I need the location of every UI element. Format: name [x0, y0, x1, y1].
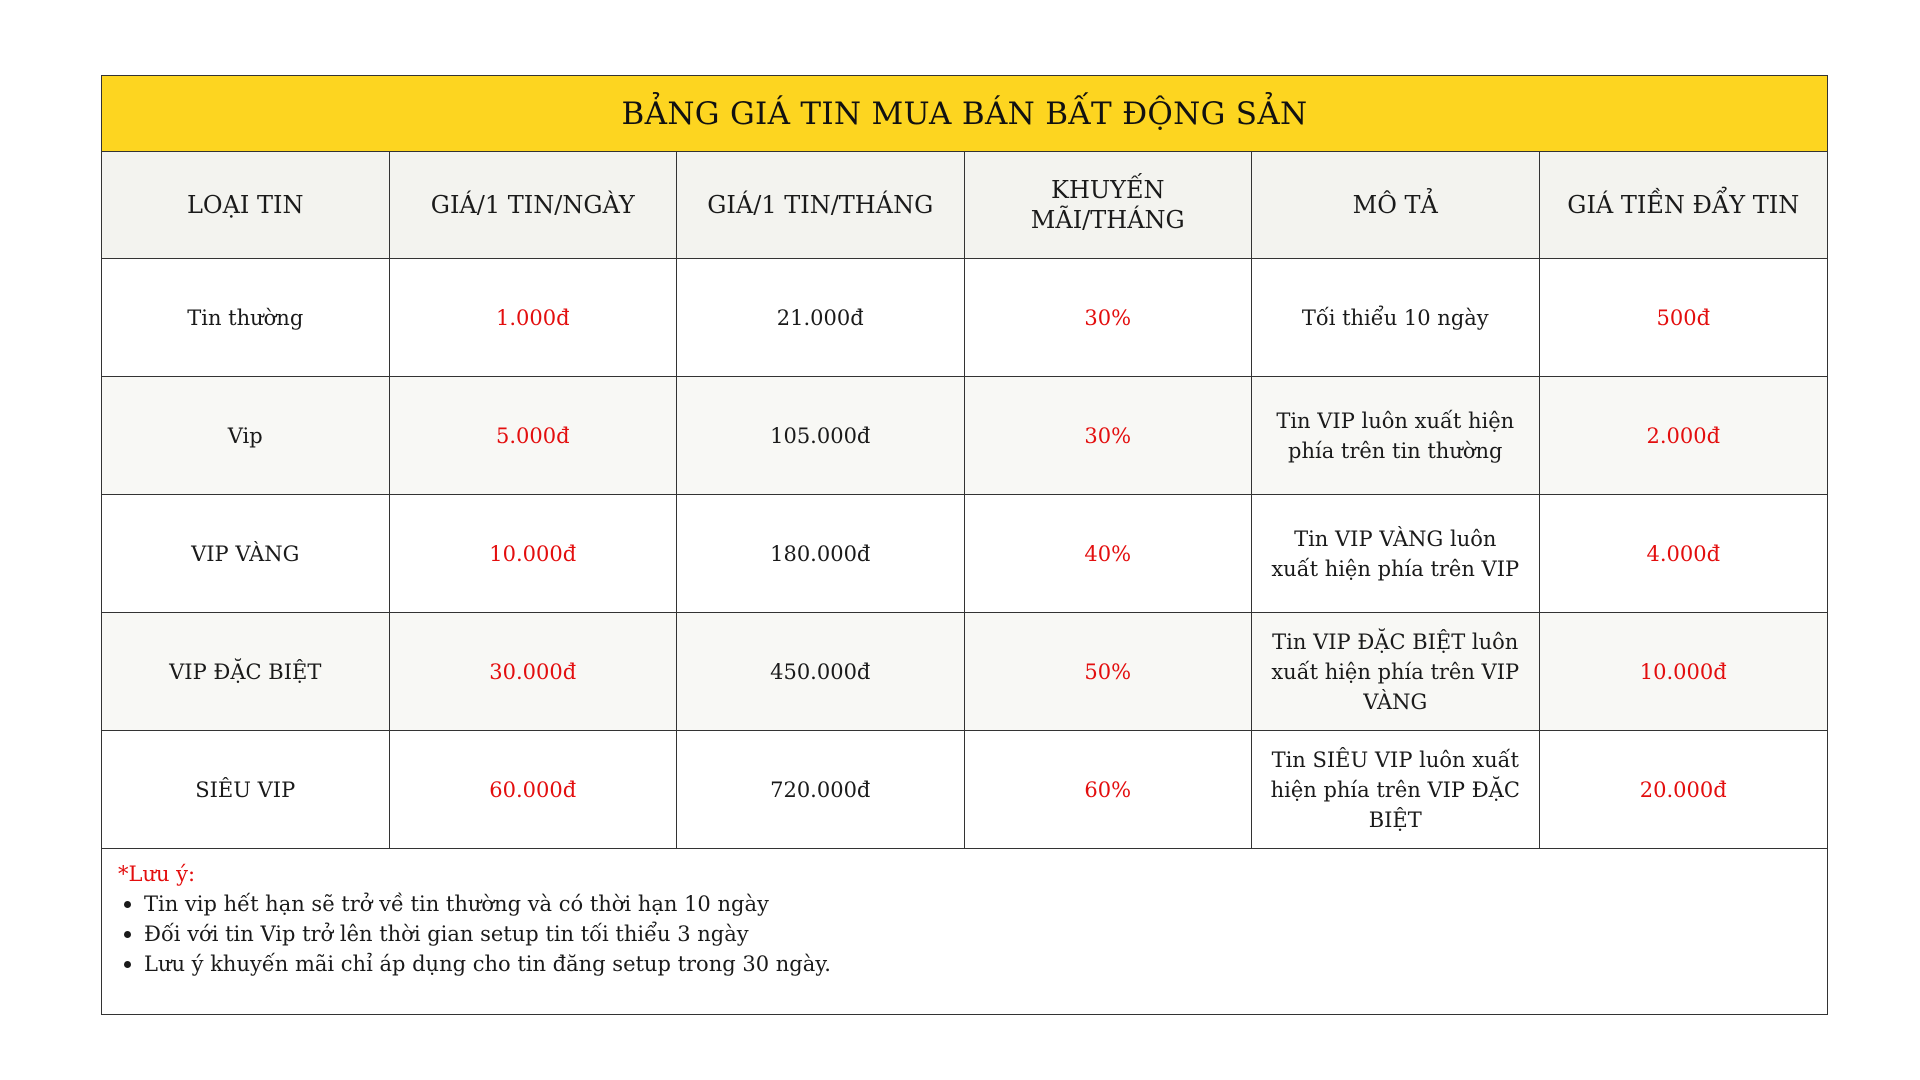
description-cell: Tin VIP ĐẶC BIỆT luôn xuất hiện phía trên VIP VÀNG: [1252, 613, 1540, 730]
push-price-cell: 4.000đ: [1646, 541, 1721, 566]
header-price-per-month: GIÁ/1 TIN/THÁNG: [677, 152, 965, 258]
note-text: Tin vip hết hạn sẽ trở về tin thường và có thời hạn 10 ngày: [144, 892, 769, 916]
list-item: [144, 889, 1811, 919]
price-per-day-cell: 1.000đ: [390, 259, 678, 376]
discount-cell: 30%: [965, 377, 1253, 494]
push-price-cell: 10.000đ: [1639, 659, 1727, 684]
price-per-day-cell: 10.000đ: [390, 495, 678, 612]
bullet-icon: [124, 961, 131, 968]
bullet-icon: [124, 931, 131, 938]
listing-type-cell: VIP ĐẶC BIỆT: [102, 613, 390, 730]
price-per-month-cell: 21.000đ: [677, 259, 965, 376]
push-price-cell: 500đ: [1656, 305, 1711, 330]
listing-type-cell: Vip: [102, 377, 390, 494]
header-push-price: GIÁ TIỀN ĐẨY TIN: [1567, 191, 1800, 219]
notes-title: *Lưu ý:: [118, 862, 196, 886]
description-cell: Tối thiểu 10 ngày: [1252, 259, 1540, 376]
push-price-cell: 20.000đ: [1639, 777, 1727, 802]
push-price-cell: 2.000đ: [1646, 423, 1721, 448]
discount-cell: 50%: [965, 613, 1253, 730]
price-per-month-cell: 450.000đ: [677, 613, 965, 730]
listing-type-cell: SIÊU VIP: [102, 731, 390, 848]
price-per-month-cell: 720.000đ: [677, 731, 965, 848]
table-row: [102, 613, 1827, 731]
table-row: [102, 495, 1827, 613]
price-per-month-cell: 105.000đ: [677, 377, 965, 494]
table-row: [102, 377, 1827, 495]
header-description: MÔ TẢ: [1252, 152, 1540, 258]
note-text: Đối với tin Vip trở lên thời gian setup tin tối thiểu 3 ngày: [144, 922, 749, 946]
list-item: [144, 919, 1811, 949]
listing-type-cell: Tin thường: [102, 259, 390, 376]
price-per-day-cell: 60.000đ: [390, 731, 678, 848]
notes-list: [118, 889, 1811, 979]
notes-section: [102, 849, 1827, 1014]
description-cell: Tin VIP VÀNG luôn xuất hiện phía trên VIP: [1252, 495, 1540, 612]
table-row: [102, 731, 1827, 849]
header-price-per-day: GIÁ/1 TIN/NGÀY: [390, 152, 678, 258]
bullet-icon: [124, 901, 131, 908]
price-per-day-cell: 30.000đ: [390, 613, 678, 730]
header-discount-per-month: KHUYẾN MÃI/THÁNG: [965, 152, 1253, 258]
listing-type-cell: VIP VÀNG: [102, 495, 390, 612]
list-item: [144, 949, 1811, 979]
price-per-month-cell: 180.000đ: [677, 495, 965, 612]
discount-cell: 40%: [965, 495, 1253, 612]
description-cell: Tin SIÊU VIP luôn xuất hiện phía trên VIP ĐẶC BIỆT: [1252, 731, 1540, 848]
header-listing-type: LOẠI TIN: [102, 152, 390, 258]
discount-cell: 30%: [965, 259, 1253, 376]
note-text: Lưu ý khuyến mãi chỉ áp dụng cho tin đăng setup trong 30 ngày.: [144, 952, 831, 976]
discount-cell: 60%: [965, 731, 1253, 848]
table-title: BẢNG GIÁ TIN MUA BÁN BẤT ĐỘNG SẢN: [102, 76, 1827, 152]
table-row: [102, 259, 1827, 377]
price-table: [101, 75, 1828, 1015]
table-header-row: [102, 152, 1827, 259]
description-cell: Tin VIP luôn xuất hiện phía trên tin thường: [1252, 377, 1540, 494]
price-per-day-cell: 5.000đ: [390, 377, 678, 494]
